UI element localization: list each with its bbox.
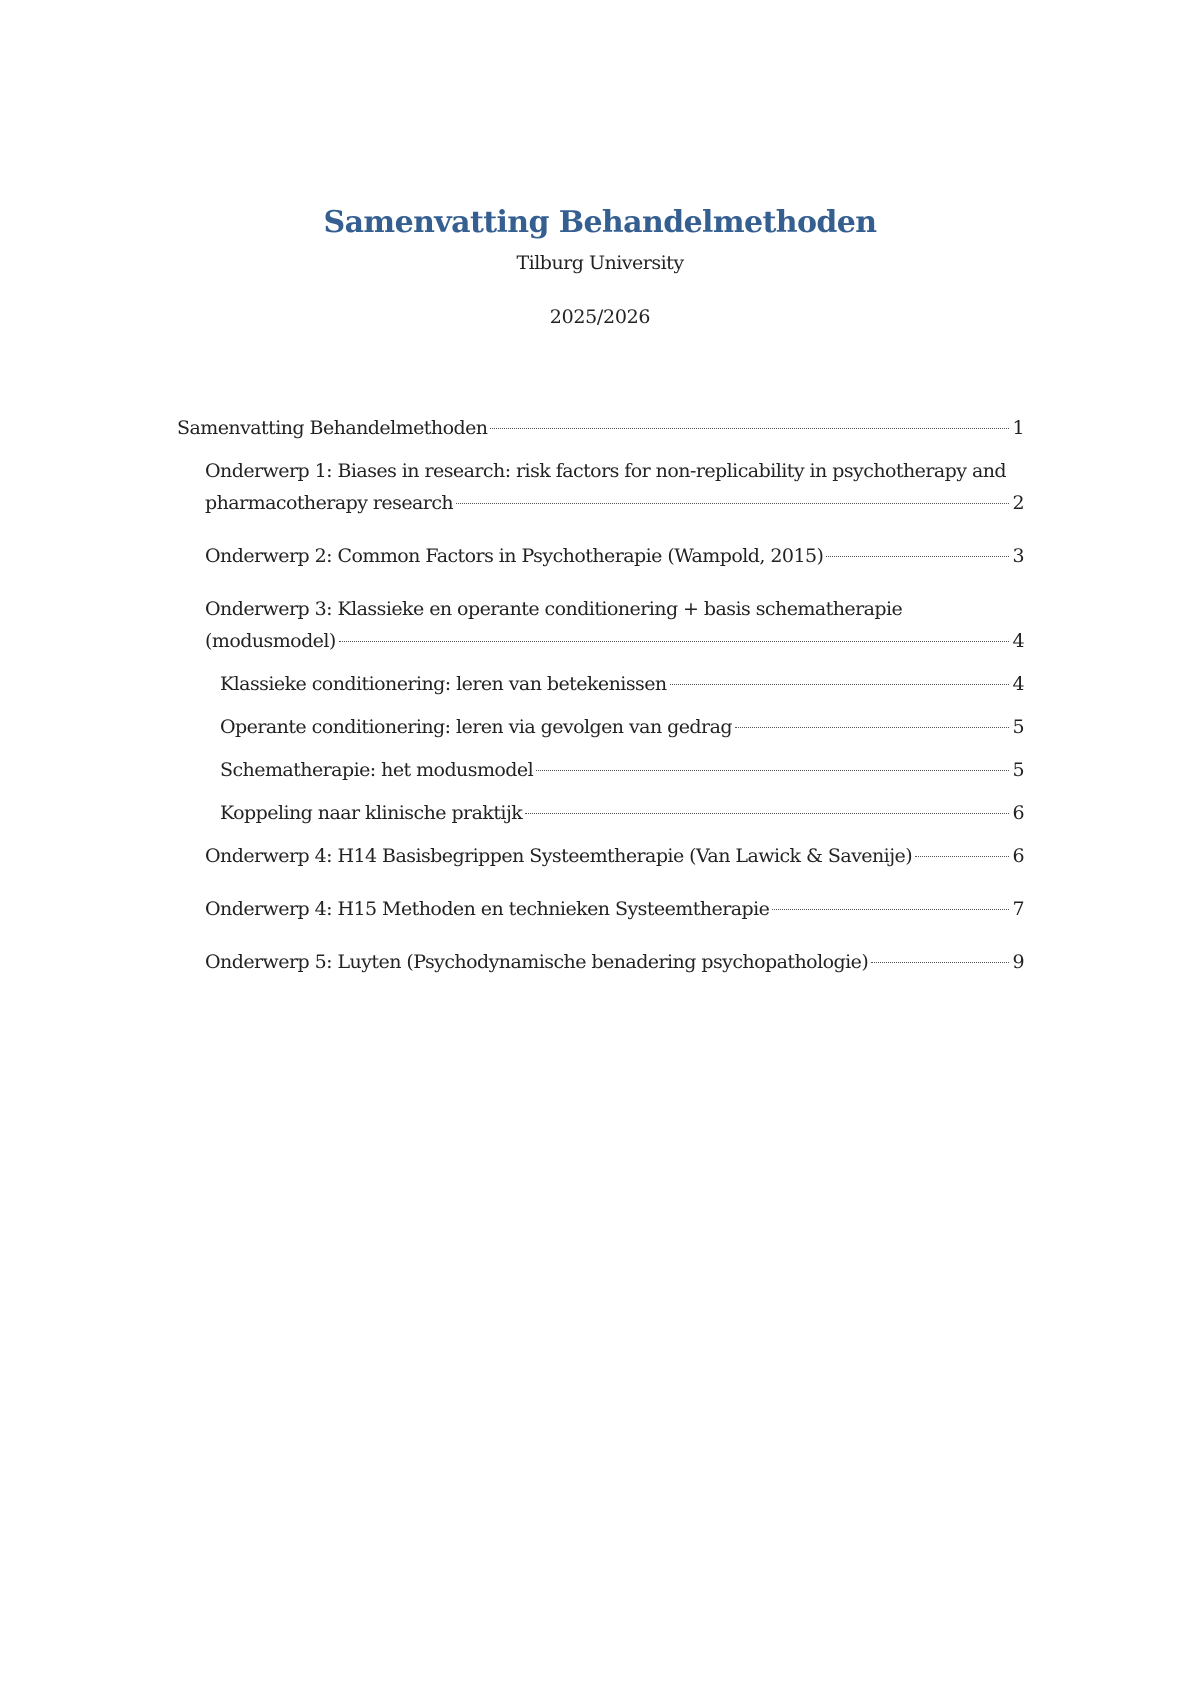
toc-entry[interactable] (177, 455, 1024, 519)
toc-page-number: 5 (1012, 759, 1024, 781)
dot-leader (456, 503, 1009, 504)
toc-page-number: 6 (1012, 845, 1024, 867)
document-year: 2025/2026 (549, 306, 651, 328)
dot-leader (490, 428, 1009, 429)
dot-leader (339, 641, 1010, 642)
dot-leader (670, 684, 1010, 685)
toc-entry-text: Onderwerp 3: Klassieke en operante conditionering + basis schematherapie (205, 598, 903, 620)
toc-page-number: 7 (1012, 898, 1024, 920)
document-title: Samenvatting Behandelmethoden (323, 205, 877, 240)
toc-page-number: 5 (1012, 716, 1024, 738)
toc-entry[interactable] (177, 593, 1024, 657)
toc-page-number: 4 (1012, 630, 1024, 652)
toc-entry-text: Klassieke conditionering: leren van betekenissen (220, 673, 667, 695)
toc-entry-text: Operante conditionering: leren via gevolgen van gedrag (220, 716, 732, 738)
toc-entry[interactable] (177, 797, 1024, 829)
toc-entry-text: Onderwerp 2: Common Factors in Psychotherapie (Wampold, 2015) (205, 545, 824, 567)
toc-entry-text-continued: pharmacotherapy research (205, 492, 454, 514)
toc-entry[interactable] (177, 711, 1024, 743)
toc-entry[interactable] (177, 754, 1024, 786)
toc-entry[interactable] (177, 893, 1024, 925)
toc-entry-text-continued: (modusmodel) (205, 630, 336, 652)
toc-entry[interactable] (177, 668, 1024, 700)
toc-entry-text: Onderwerp 1: Biases in research: risk factors for non-replicability in psychotherapy and (205, 460, 1007, 482)
toc-page-number: 6 (1012, 802, 1024, 824)
toc-entry-text: Koppeling naar klinische praktijk (220, 802, 523, 824)
dot-leader (735, 727, 1009, 728)
toc-entry-text: Samenvatting Behandelmethoden (177, 417, 488, 439)
dot-leader (871, 962, 1009, 963)
dot-leader (826, 556, 1009, 557)
dot-leader (772, 909, 1009, 910)
dot-leader (536, 770, 1009, 771)
toc-page-number: 4 (1012, 673, 1024, 695)
toc-entry-text: Onderwerp 4: H15 Methoden en technieken Systeemtherapie (205, 898, 770, 920)
toc-page-number: 1 (1012, 417, 1024, 439)
toc-page-number: 2 (1012, 492, 1024, 514)
toc-entry[interactable] (177, 946, 1024, 978)
toc-entry[interactable] (177, 840, 1024, 872)
toc-page-number: 9 (1012, 951, 1024, 973)
toc-page-number: 3 (1012, 545, 1024, 567)
toc-entry-text: Onderwerp 5: Luyten (Psychodynamische benadering psychopathologie) (205, 951, 869, 973)
dot-leader (915, 856, 1009, 857)
toc-entry-text: Onderwerp 4: H14 Basisbegrippen Systeemtherapie (Van Lawick & Savenije) (205, 845, 913, 867)
document-subtitle: Tilburg University (516, 252, 684, 274)
table-of-contents (177, 412, 1024, 978)
toc-entry[interactable] (177, 412, 1024, 444)
toc-entry[interactable] (177, 540, 1024, 572)
toc-entry-text: Schematherapie: het modusmodel (220, 759, 534, 781)
dot-leader (525, 813, 1009, 814)
